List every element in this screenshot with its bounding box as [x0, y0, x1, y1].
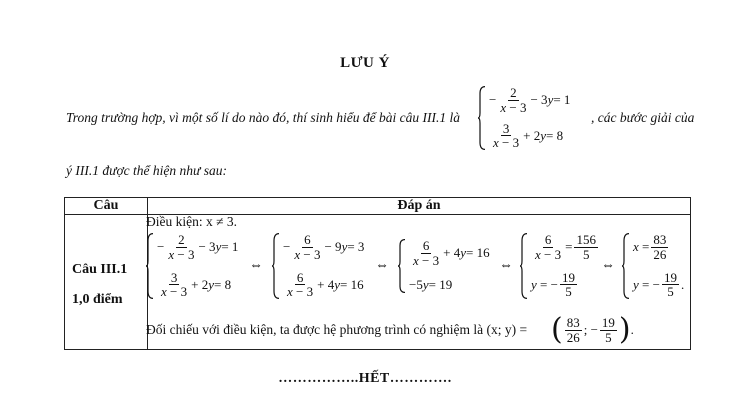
system-5: x = $\frac{83}{26}$ y = − $\frac{19}{5}$ . — [622, 233, 684, 299]
brace-icon — [146, 233, 154, 299]
intro-text-line2: ý III.1 được thể hiện như sau: — [66, 163, 228, 178]
brace-icon — [520, 233, 528, 299]
question-label: Câu III.1 — [72, 262, 128, 277]
solution-pair: ( $\frac{83}{26}$ ; − $\frac{19}{5}$ ) . — [551, 312, 634, 347]
end-marker: ……………..HẾT…………. — [278, 371, 452, 386]
header-answer: Đáp án — [148, 198, 691, 215]
equivalence-icon: ⇔ — [601, 258, 615, 273]
conclusion-text: Đối chiếu với điều kiện, ta được hệ phương trình có nghiệm là (x; y) = — [146, 322, 528, 337]
system-1: − $\frac{2}{x - 3}$ − 3 y = 1 $\frac{3}{x - 3}$ + 2 y = 8 — [146, 233, 238, 299]
header-question: Câu — [65, 198, 148, 215]
table-header-row — [65, 198, 691, 215]
equivalence-icon: ⇔ — [249, 258, 263, 273]
condition-text: Điều kiện: x ≠ 3. — [146, 214, 238, 229]
system-2: − $\frac{6}{x - 3}$ − 9 y = 3 $\frac{6}{x - 3}$ + 4 y = 16 — [272, 233, 364, 299]
points-label: 1,0 điểm — [72, 292, 123, 307]
system-4: $\frac{6}{x - 3}$ = $\frac{156}{5}$ y = − $\frac{19}{5}$ — [520, 233, 600, 299]
intro-system: − $\frac{2}{x - 3}$ − 3 y = 1 $\frac{3}{x - 3}$ + 2 y = 8 — [478, 86, 570, 150]
equivalence-icon: ⇔ — [499, 258, 513, 273]
brace-icon — [398, 239, 406, 293]
equivalence-icon: ⇔ — [375, 258, 389, 273]
intro-text-after: , các bước giải của — [591, 110, 695, 125]
brace-icon — [478, 86, 486, 150]
brace-icon — [272, 233, 280, 299]
page-title: LƯU Ý — [340, 55, 390, 71]
question-cell — [65, 215, 148, 350]
brace-icon — [622, 233, 630, 299]
intro-text: Trong trường hợp, vì một số lí do nào đó, thí sinh hiểu để bài câu III.1 là — [66, 110, 461, 125]
system-3: $\frac{6}{x - 3}$ + 4 y = 16 −5 y = 19 — [398, 239, 490, 293]
